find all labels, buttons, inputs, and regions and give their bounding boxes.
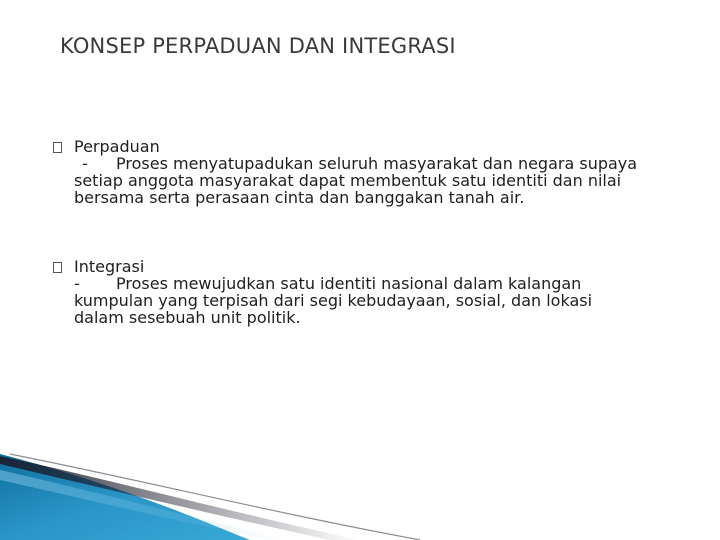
bullet-text [74, 258, 694, 326]
square-bullet-icon [53, 142, 62, 153]
bullet-description-line: setiap anggota masyarakat dapat membentuk satu identiti dan nilai [74, 171, 622, 190]
description-text: Proses menyatupadukan seluruh masyarakat dan negara supaya [116, 154, 638, 173]
dash-marker: - [82, 154, 88, 173]
bullet-description-line: bersama serta perasaan cinta dan banggakan tanah air. [74, 188, 525, 207]
bullet-text [74, 138, 694, 206]
bullet-description-line [74, 155, 694, 172]
bullet-description-line: dalam sesebuah unit politik. [74, 308, 301, 327]
dash-marker: - [74, 274, 80, 293]
bullet-description-line [74, 275, 694, 292]
decorative-wave-graphic [0, 440, 720, 540]
bullet-heading: Integrasi [74, 257, 145, 276]
slide-title: KONSEP PERPADUAN DAN INTEGRASI [60, 34, 456, 58]
bullet-heading: Perpaduan [74, 137, 160, 156]
square-bullet-icon [53, 262, 62, 273]
bullet-description-line: kumpulan yang terpisah dari segi kebudayaan, sosial, dan lokasi [74, 291, 593, 310]
description-text: Proses mewujudkan satu identiti nasional dalam kalangan [116, 274, 582, 293]
